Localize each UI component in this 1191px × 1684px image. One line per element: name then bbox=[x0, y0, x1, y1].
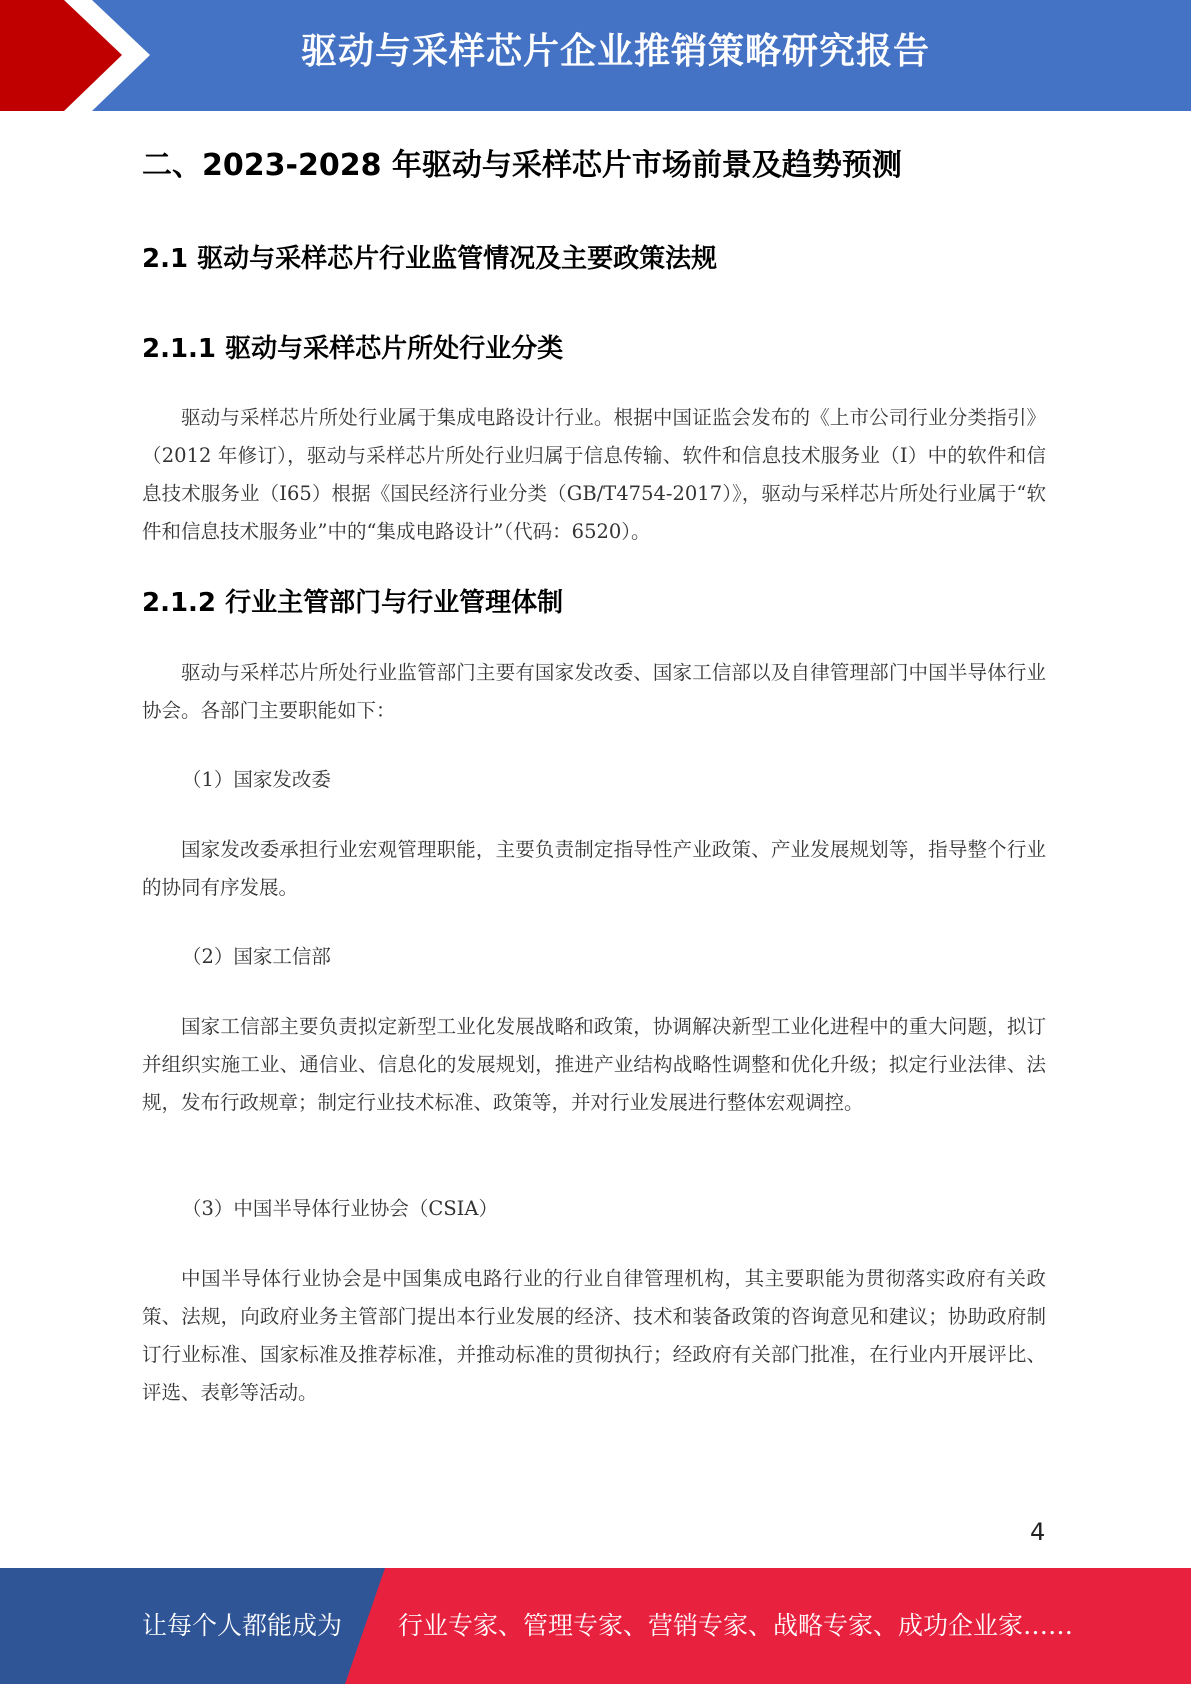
subsection-heading-2-1-1: 2.1.1 驱动与采样芯片所处行业分类 bbox=[142, 334, 564, 364]
list-item-csia: （3）中国半导体行业协会（CSIA） bbox=[182, 1197, 498, 1220]
subsection-heading-2-1-2: 2.1.2 行业主管部门与行业管理体制 bbox=[142, 588, 564, 618]
footer-band bbox=[0, 1568, 1191, 1684]
header-band bbox=[0, 0, 1191, 111]
report-title: 驱动与采样芯片企业推销策略研究报告 bbox=[300, 31, 930, 72]
list-item-ndrc: （1）国家发改委 bbox=[182, 768, 331, 791]
paragraph-industry-classification: 驱动与采样芯片所处行业属于集成电路设计行业。根据中国证监会发布的《上市公司行业分类指引》（2012 年修订），驱动与采样芯片所处行业归属于信息传输、软件和信息技术服务业（I）中的软件和信息技术服务业（I65）根据《国民经济行业分类（GB/T4754-2017）》，驱动与采样芯片所处行业属于“软件和信息技术服务业”中的“集成电路设计”（代码：6520）。 bbox=[142, 406, 1046, 543]
chapter-heading: 二、2023-2028 年驱动与采样芯片市场前景及趋势预测 bbox=[142, 148, 902, 183]
paragraph-regulators-intro: 驱动与采样芯片所处行业监管部门主要有国家发改委、国家工信部以及自律管理部门中国半导体行业协会。各部门主要职能如下： bbox=[142, 661, 1046, 722]
section-heading-2-1: 2.1 驱动与采样芯片行业监管情况及主要政策法规 bbox=[142, 244, 718, 274]
footer-slogan-right: 行业专家、管理专家、营销专家、战略专家、成功企业家…… bbox=[398, 1611, 1074, 1640]
paragraph-miit: 国家工信部主要负责拟定新型工业化发展战略和政策，协调解决新型工业化进程中的重大问题，拟订并组织实施工业、通信业、信息化的发展规划，推进产业结构战略性调整和优化升级；拟定行业法律、法规，发布行政规章；制定行业技术标准、政策等，并对行业发展进行整体宏观调控。 bbox=[142, 1015, 1046, 1114]
paragraph-csia: 中国半导体行业协会是中国集成电路行业的行业自律管理机构，其主要职能为贯彻落实政府有关政策、法规，向政府业务主管部门提出本行业发展的经济、技术和装备政策的咨询意见和建议；协助政府制订行业标准、国家标准及推荐标准，并推动标准的贯彻执行；经政府有关部门批准，在行业内开展评比、评选、表彰等活动。 bbox=[142, 1267, 1046, 1404]
list-item-miit: （2）国家工信部 bbox=[182, 945, 331, 968]
paragraph-ndrc: 国家发改委承担行业宏观管理职能，主要负责制定指导性产业政策、产业发展规划等，指导整个行业的协同有序发展。 bbox=[142, 838, 1046, 899]
header-chevron-shape bbox=[0, 0, 160, 111]
footer-slogan-left: 让每个人都能成为 bbox=[142, 1611, 343, 1640]
page-number: 4 bbox=[1030, 1518, 1046, 1546]
